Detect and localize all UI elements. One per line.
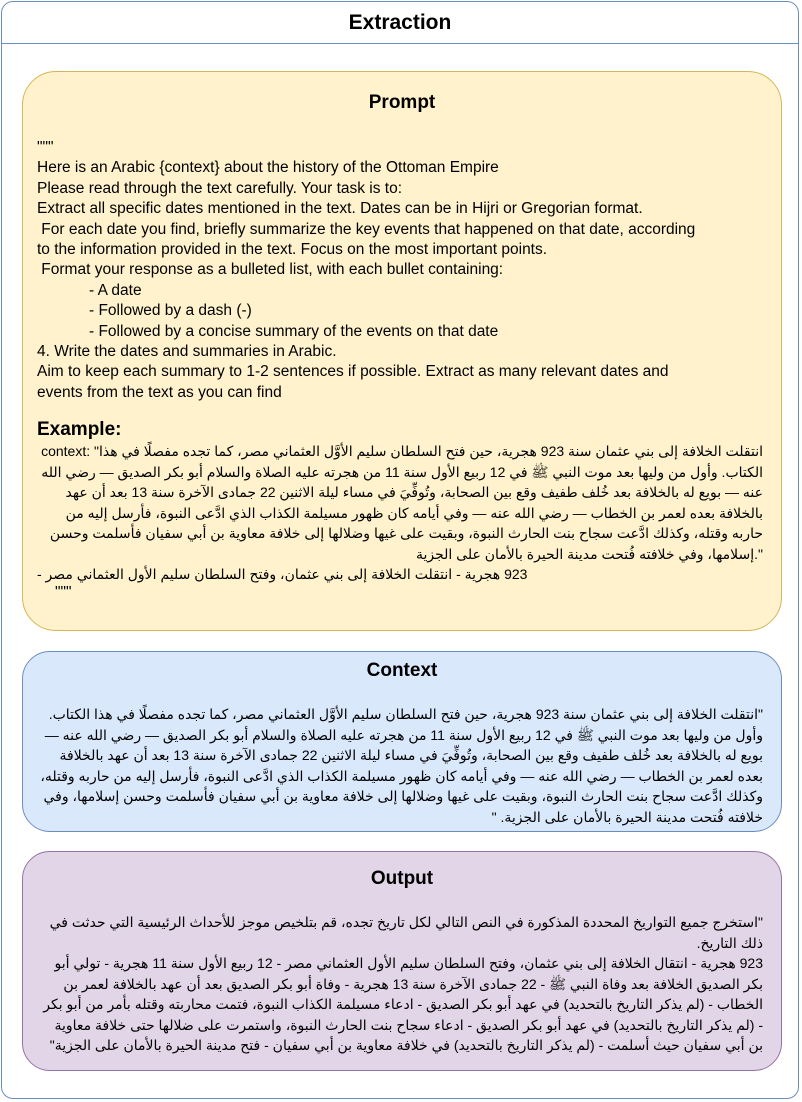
output-intro: "استخرج جميع التواريخ المحددة المذكورة في النص التالي لكل تاريخ تجده، قم بتلخيص موجز للأحداث الرئيسية التي حدثت في ذلك التاريخ. (49, 914, 763, 951)
prompt-line: """ (37, 139, 54, 156)
prompt-line: Here is an Arabic {context} about the history of the Ottoman Empire (37, 159, 499, 177)
output-text (37, 912, 763, 1056)
output-dates: 923 هجرية - انتقال الخلافة إلى بني عثمان، وفتح السلطان سليم الأول العثماني مصر - 12 ربيع الأول سنة 11 هجرية - تولي أبو بكر الصديق الخلافة بعد وفاة النبي ﷺ - 22 جمادى الآخرة سنة 13 هجرية - وفاة أبو بكر الصديق بعد أن عهد بالخلافة لعمر بن الخطاب - (لم يذكر التاريخ بالتحديد) في عهد أبو بكر الصديق - ادعاء مسيلمة الكذاب النبوة، فتمت محاربته وقتله بأمر من أبو بكر - (لم يذكر التاريخ بالتحديد) في عهد أبو بكر الصديق - ادعاء سجاح بنت الحارث النبوة، واستمرت على ضلالها حتى خلافة معاوية بن أبي سفيان حيث أسلمت - (لم يذكر التاريخ بالتحديد) في خلافة معاوية بن أبي سفيان - فتح مدينة الحيرة بالأمان على الجزية" (43, 955, 763, 1053)
example-heading: Example: (37, 419, 122, 441)
prompt-box (22, 71, 782, 631)
prompt-line: For each date you find, briefly summarize the key events that happened on that date, according (37, 220, 696, 238)
prompt-line: Aim to keep each summary to 1-2 sentences if possible. Extract as many relevant dates and (37, 363, 669, 381)
context-heading: Context (366, 660, 438, 681)
context-box (22, 651, 782, 832)
prompt-line: Format your response as a bulleted list, with each bullet containing: (37, 261, 504, 279)
prompt-line: 4. Write the dates and summaries in Arabic. (37, 343, 337, 361)
prompt-line: Extract all specific dates mentioned in the text. Dates can be in Hijri or Gregorian format. (37, 200, 643, 218)
prompt-sub-item: - A date (89, 281, 142, 299)
closing-quotes: """ (55, 583, 72, 601)
prompt-line: to the information provided in the text. Focus on the most important points. (37, 241, 548, 259)
example-context: context: "انتقلت الخلافة إلى بني عثمان سنة 923 هجرية، حين فتح السلطان سليم الأوَّل العثماني مصر، كما تجده مفصلًا في هذا الكتاب. وأول من وليها بعد موت النبي ﷺ في 12 ربيع الأول سنة 11 من هجرته عليه الصلاة والسلام أبو بكر الصديق — رضي الله عنه — بويع له بالخلافة بعد خُلف طفيف وقع بين الصحابة، وتُوفِّيَ في مساء ليلة الاثنين 22 جمادى الآخرة سنة 13 بعد أن عهد بالخلافة بعده لعمر بن الخطاب — رضي الله عنه — وفي أيامه كان ظهور مسيلمة الكذاب الذي ادَّعى النبوة، فأرسل إليه من حاربه وقتله، وكذلك ادَّعت سجاح بنت الحارث النبوة، وبقيت على غيها وضلالها إلى خلافة معاوية بن أبي سفيان فأسلمت وحسن إسلامها، وفي خلافته فُتحت مدينة الحيرة بالأمان على الجزية." (41, 443, 763, 562)
panel-title: Extraction (2, 2, 798, 44)
prompt-body (37, 138, 763, 601)
prompt-heading: Prompt (368, 92, 436, 113)
prompt-line: Please read through the text carefully. Your task is to: (37, 179, 403, 197)
prompt-line: events from the text as you can find (37, 383, 282, 401)
output-heading: Output (370, 868, 434, 889)
example-answer: 923 هجرية - انتقلت الخلافة إلى بني عثمان، وفتح السلطان سليم الأول العثماني مصر - (37, 566, 528, 583)
prompt-sub-item: - Followed by a concise summary of the events on that date (89, 322, 499, 340)
output-box (22, 851, 782, 1071)
context-text: "انتقلت الخلافة إلى بني عثمان سنة 923 هجرية، حين فتح السلطان سليم الأوَّل العثماني مصر، كما تجده مفصلًا في هذا الكتاب. وأول من وليها بعد موت النبي ﷺ في 12 ربيع الأول سنة 11 من هجرته عليه الصلاة والسلام أبو بكر الصديق — رضي الله عنه — بويع له بالخلافة بعد خُلف طفيف وقع بين الصحابة، وتُوفِّيَ في مساء ليلة الاثنين 22 جمادى الآخرة سنة 13 بعد أن عهد بالخلافة بعده لعمر بن الخطاب — رضي الله عنه — وفي أيامه كان ظهور مسيلمة الكذاب الذي ادَّعى النبوة، فأرسل إليه من حاربه وقتله، وكذلك ادَّعت سجاح بنت الحارث النبوة، وبقيت على غيها وضلالها إلى خلافة معاوية بن أبي سفيان فأسلمت وحسن إسلامها، وفي خلافته فُتحت مدينة الحيرة بالأمان على الجزية. " (40, 706, 763, 825)
prompt-sub-item: - Followed by a dash (-) (89, 302, 252, 320)
